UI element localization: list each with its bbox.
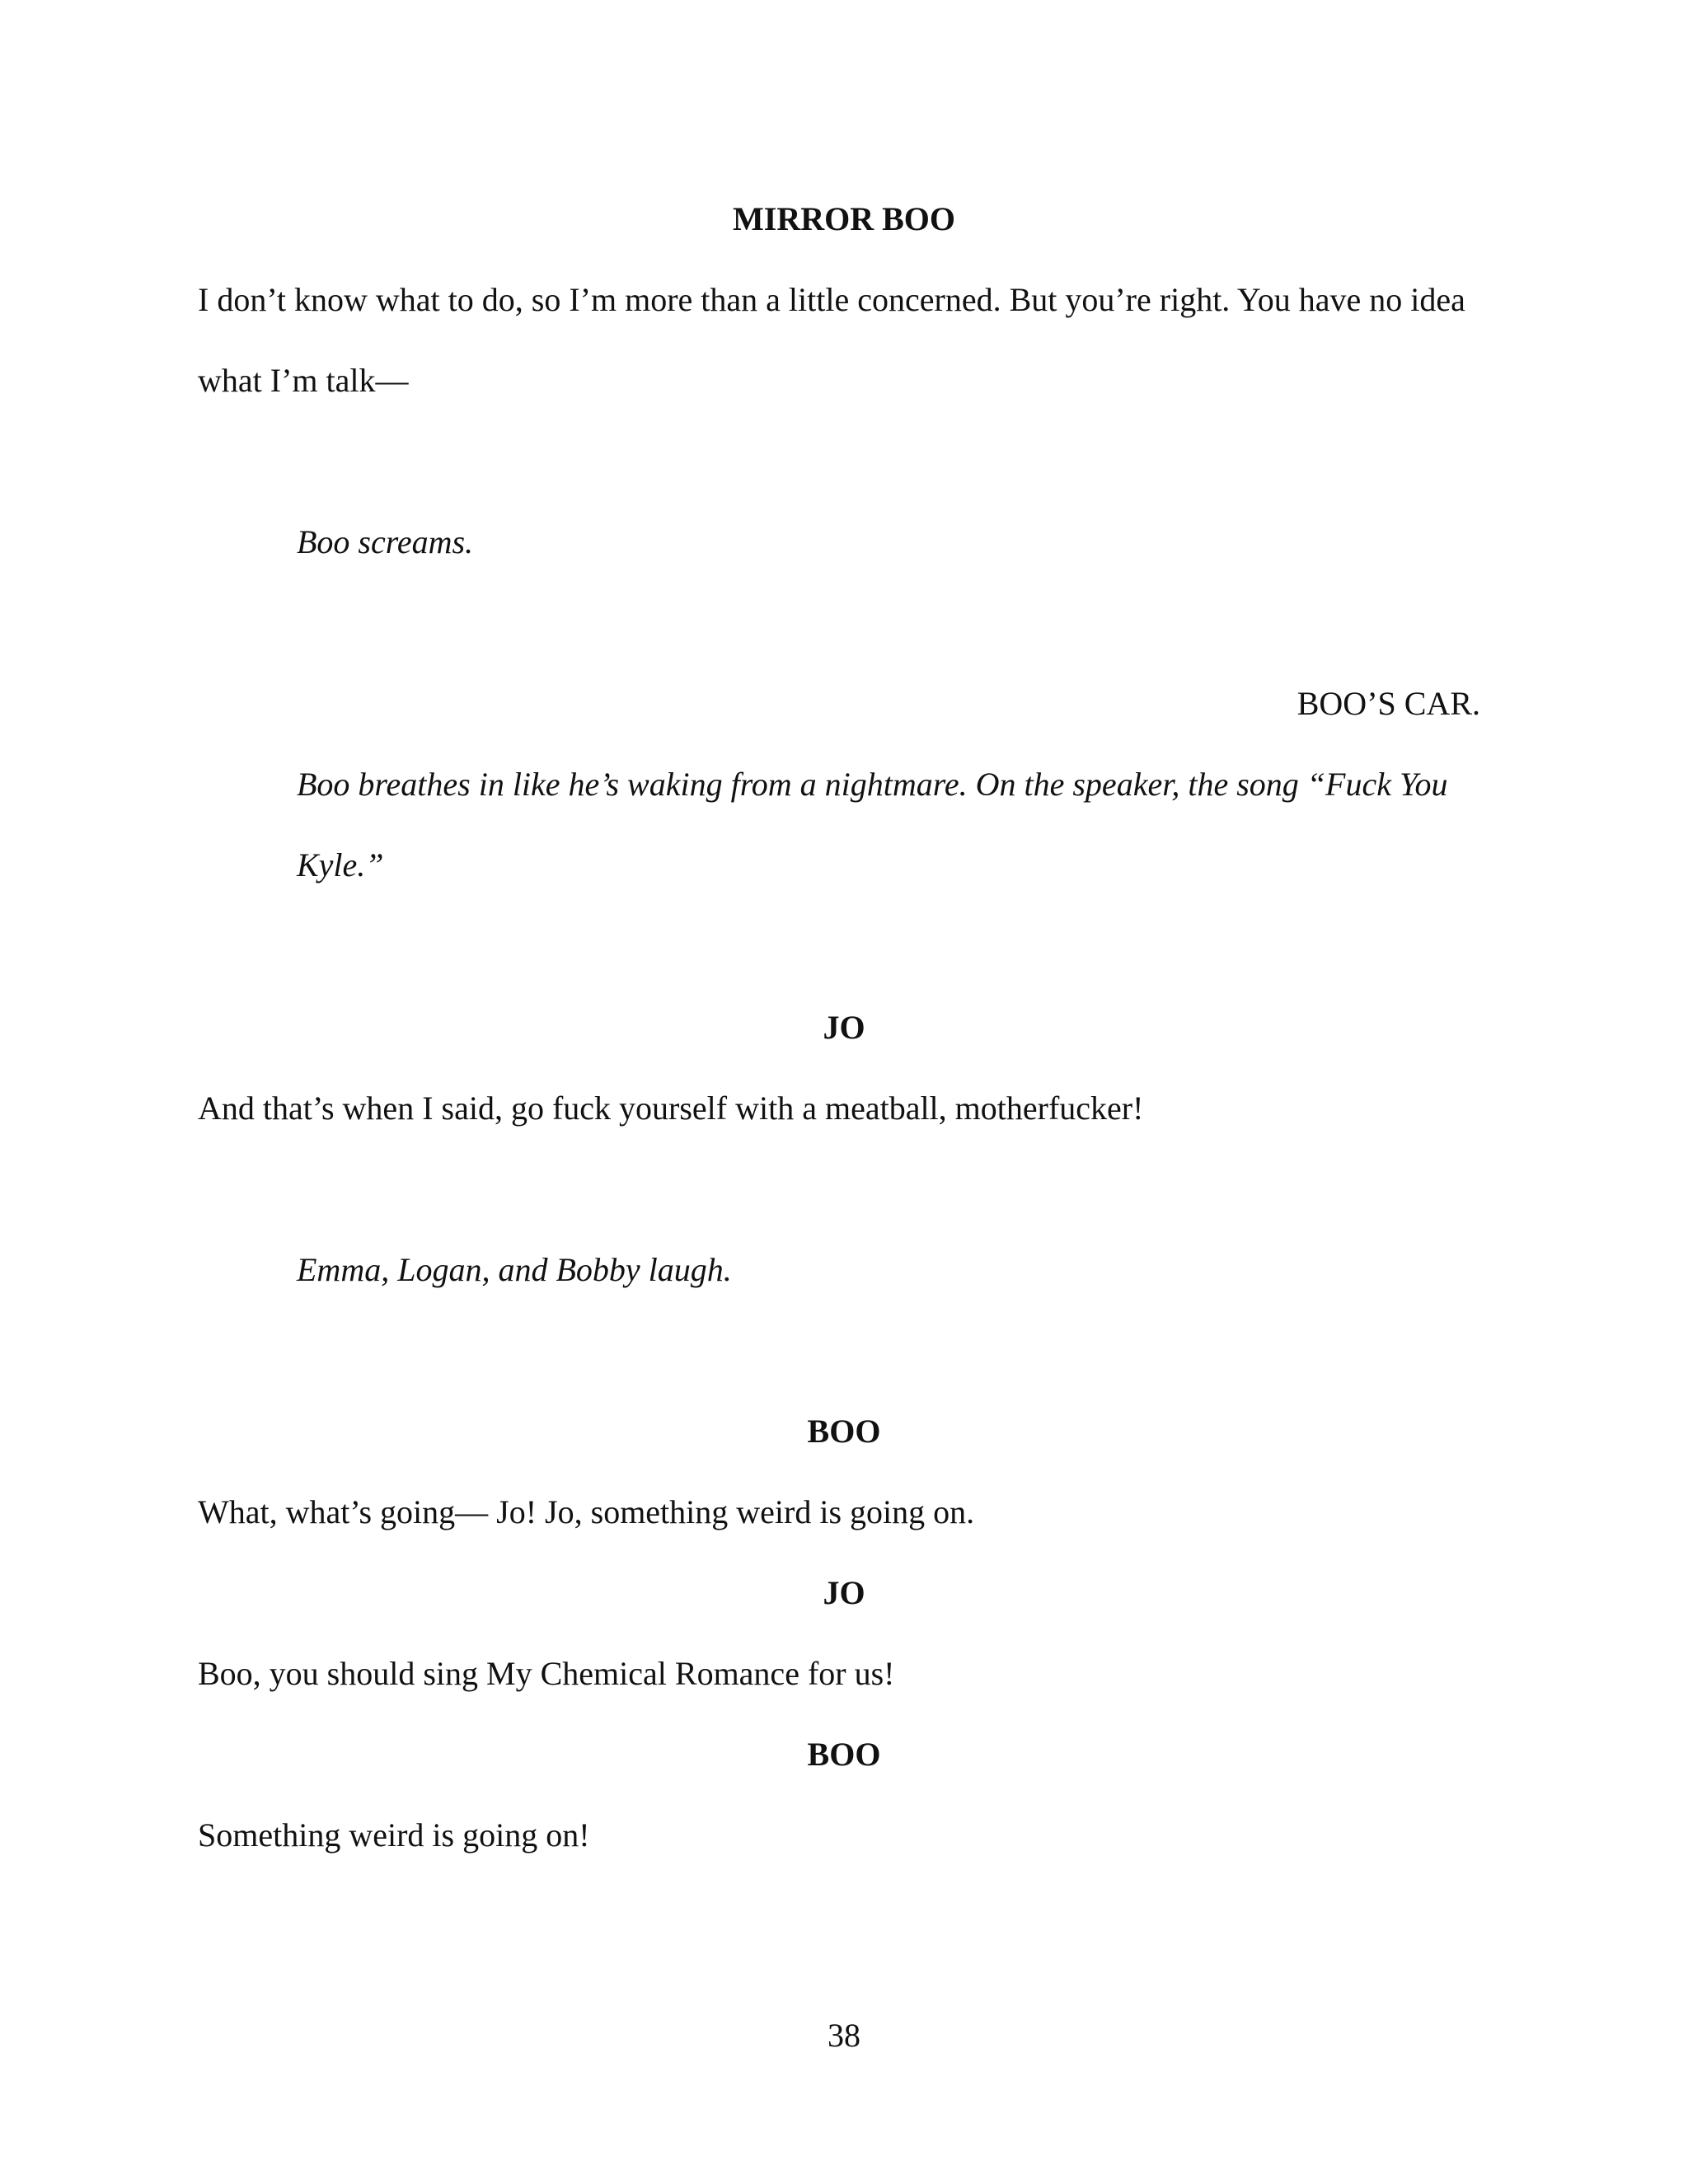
page-number: 38: [828, 2017, 860, 2054]
character-name: JO: [823, 1009, 865, 1046]
character-name: BOO: [807, 1413, 881, 1450]
action-line: Boo breathes in like he’s waking from a nightmare. On the speaker, the song “Fuck You: [297, 766, 1448, 803]
action-line: Kyle.”: [297, 846, 384, 883]
scene-heading: BOO’S CAR.: [1296, 685, 1480, 722]
action-line: Emma, Logan, and Bobby laugh.: [297, 1251, 732, 1288]
dialogue-line: what I’m talk—: [198, 362, 409, 399]
character-name: JO: [823, 1574, 865, 1611]
dialogue-line: Boo, you should sing My Chemical Romance for us!: [198, 1655, 895, 1692]
action-line: Boo screams.: [297, 523, 474, 560]
character-name: MIRROR BOO: [733, 200, 955, 237]
dialogue-line: I don’t know what to do, so I’m more than a little concerned. But you’re right. You have no idea: [198, 281, 1465, 318]
dialogue-line: And that’s when I said, go fuck yourself with a meatball, motherfucker!: [198, 1090, 1144, 1127]
character-name: BOO: [807, 1736, 881, 1773]
dialogue-line: Something weird is going on!: [198, 1816, 590, 1854]
dialogue-line: What, what’s going— Jo! Jo, something weird is going on.: [198, 1493, 975, 1530]
